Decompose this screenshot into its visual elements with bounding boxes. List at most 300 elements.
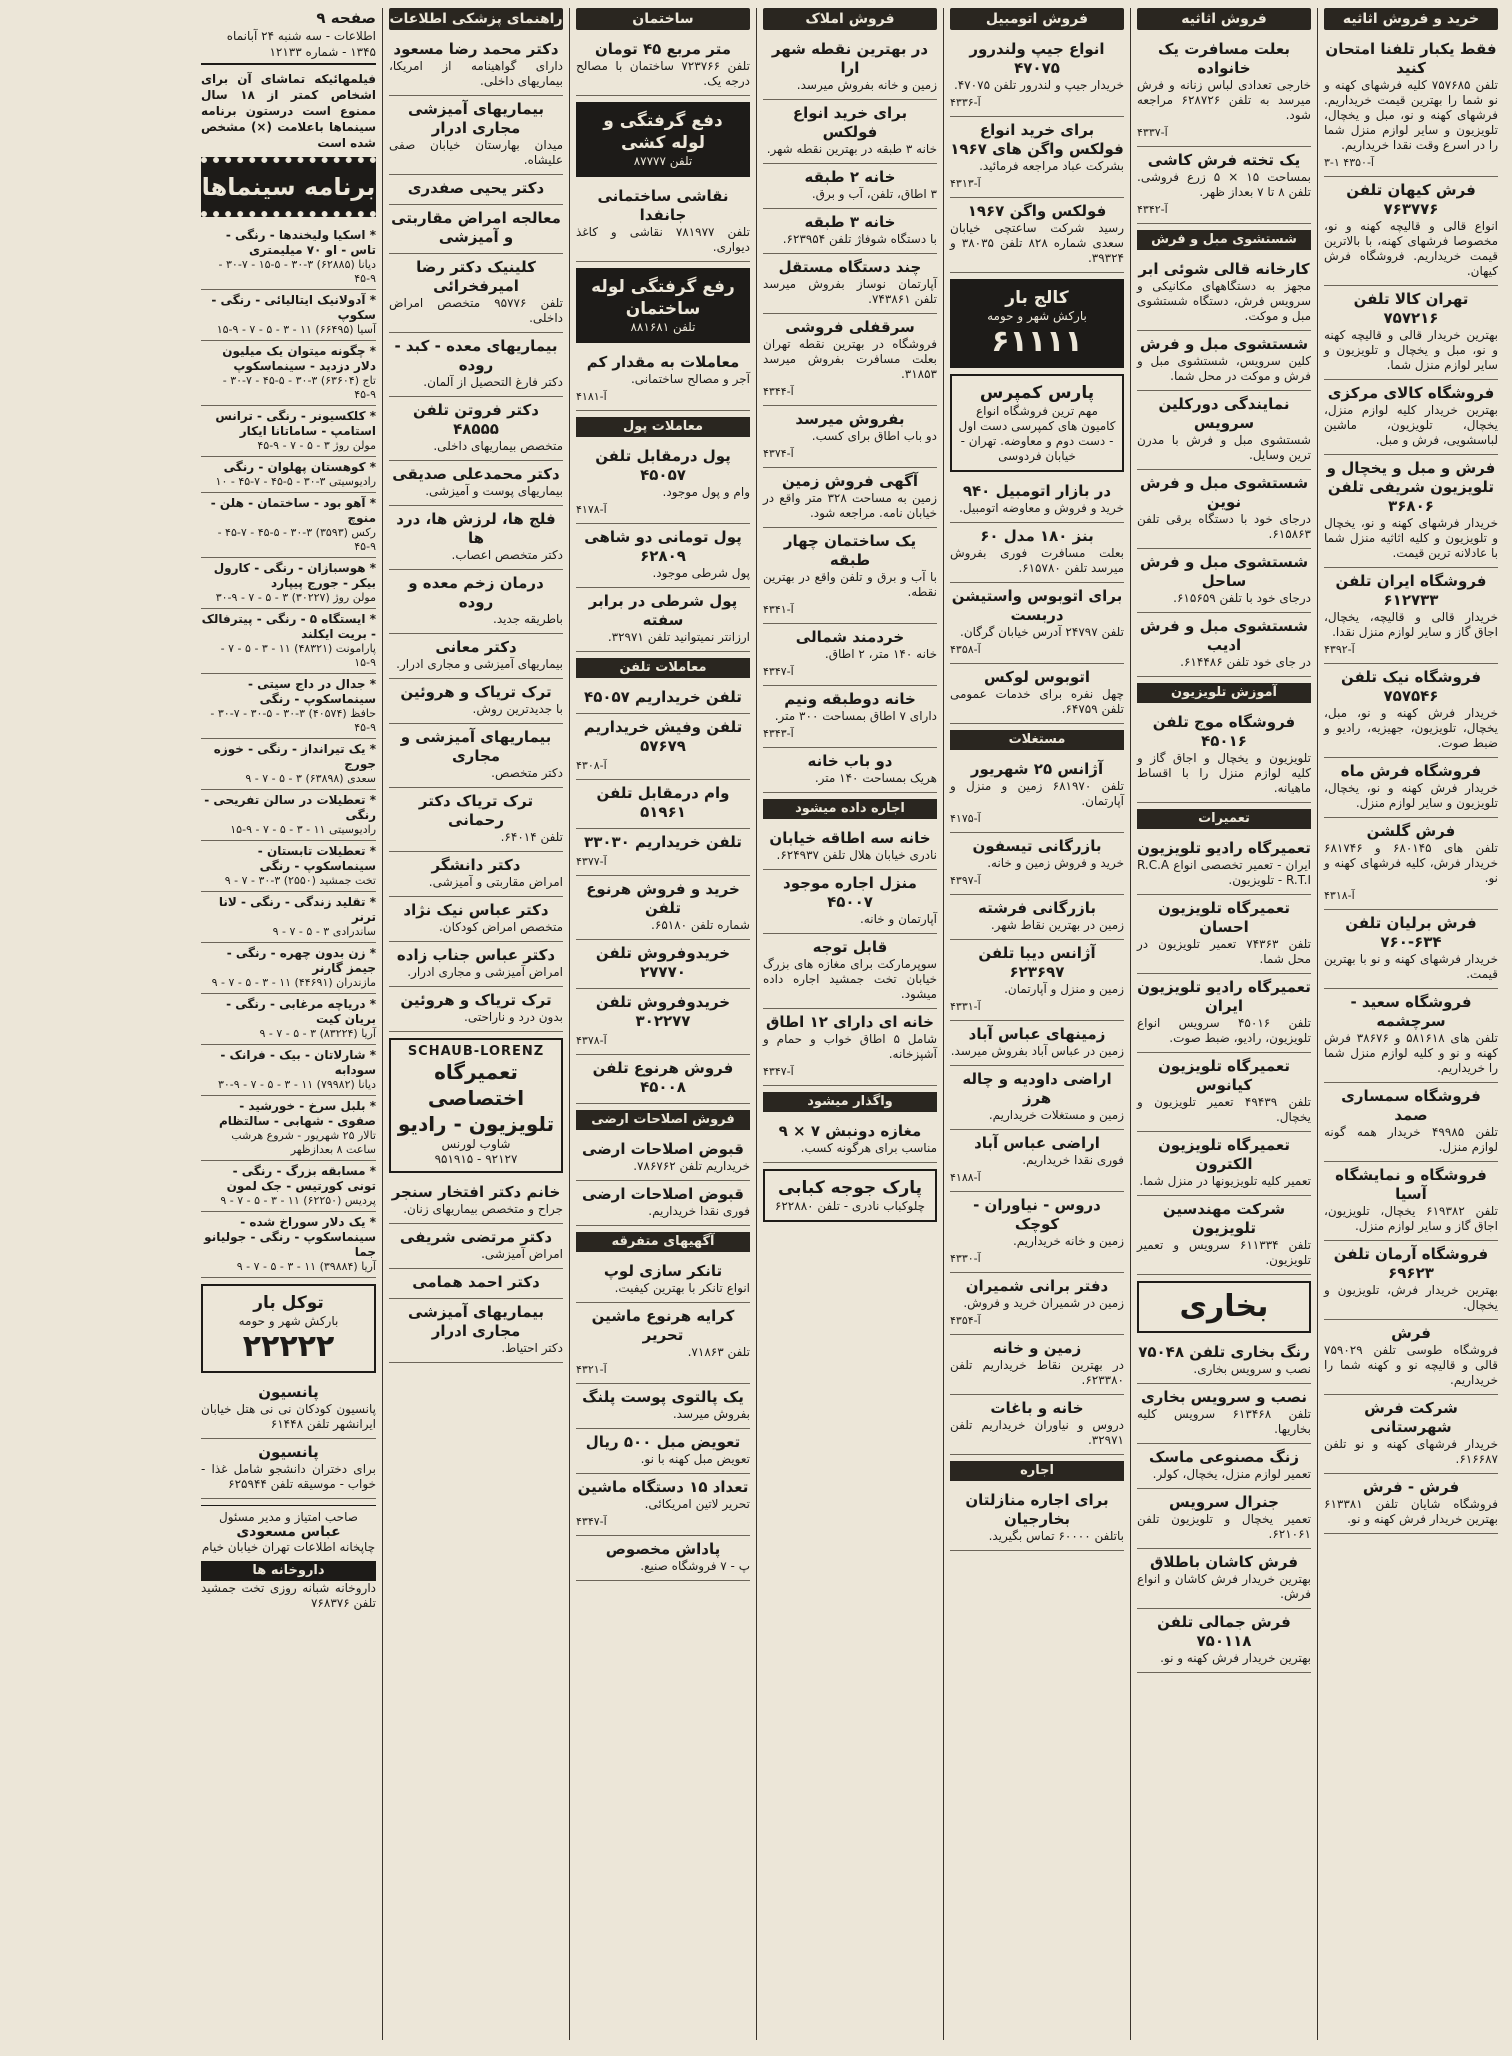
classified-ad[interactable] <box>389 987 563 1032</box>
classified-ad[interactable] <box>763 686 937 748</box>
classified-ad[interactable] <box>950 833 1124 895</box>
classified-ad[interactable] <box>389 461 563 506</box>
classified-ad[interactable] <box>576 183 750 262</box>
classified-ad[interactable] <box>389 1269 563 1299</box>
column-heading: فروش اتومبیل <box>950 8 1124 30</box>
ad-title: پانسیون <box>258 1443 319 1461</box>
classified-ad[interactable] <box>389 1179 563 1224</box>
classified-ad[interactable] <box>950 478 1124 523</box>
classified-ad[interactable] <box>1137 613 1311 677</box>
film-listing[interactable] <box>201 609 376 674</box>
film-listing[interactable] <box>201 790 376 841</box>
ad-title: دکتر یحیی صفدری <box>407 179 545 197</box>
film-title: * جدال در داج سیتی - سینماسکوپ - رنگی <box>248 677 376 706</box>
classified-ad[interactable] <box>576 1303 750 1384</box>
classified-ad[interactable] <box>389 1299 563 1363</box>
classified-ad[interactable] <box>389 1224 563 1269</box>
film-listing[interactable] <box>201 1045 376 1096</box>
ad-body: مناسب برای هرگونه کسب. <box>800 1141 937 1155</box>
ad-body: انواع قالی و قالیچه کهنه و نو، مخصوصا فرشهای کهنه، با بالاترین قیمت خریداریم. فروشگاه فرش کیهان. <box>1324 219 1498 278</box>
ad-body: تلویزیون و یخچال و اجاق گاز و کلیه لوازم منزل را با اقساط ماهیانه. <box>1137 751 1311 795</box>
ad-title: مغازه دونبش ۷ × ۹ <box>778 1122 922 1140</box>
classified-ad[interactable] <box>950 36 1124 117</box>
ad-title: آژانس دیبا تلفن ۶۲۳۶۹۷ <box>978 944 1096 981</box>
classified-ad[interactable] <box>389 397 563 461</box>
classified-ad[interactable] <box>950 756 1124 833</box>
classified-ad[interactable] <box>763 528 937 624</box>
ad-reference: آ-۴۳۰۸ <box>576 759 607 772</box>
classified-ad[interactable] <box>950 1487 1124 1551</box>
classified-ad[interactable] <box>763 254 937 314</box>
column-heading: ساختمان <box>576 8 750 30</box>
film-showtimes: ساندرادی ۳ - ۵ - ۷ - ۹ <box>272 925 376 938</box>
classified-ad[interactable] <box>389 96 563 175</box>
ad-body: نادری خیابان هلال تلفن ۶۲۴۹۳۷. <box>776 848 937 862</box>
ad-brand: توکل بار <box>253 1293 324 1313</box>
classified-ad[interactable] <box>576 1136 750 1181</box>
ad-body: فوری نقدا خریداریم. <box>648 1204 750 1218</box>
ad-title: فرش و مبل و یخچال و تلویزیون شریفی تلفن ۳۶۸۰۶ <box>1326 459 1496 515</box>
classified-column <box>1130 8 1317 2040</box>
boxed-advertisement[interactable] <box>576 102 750 177</box>
ad-title: متر مربع ۴۵ تومان <box>595 40 731 58</box>
ad-body: تلفن ۷۱۸۶۳. <box>687 1345 750 1359</box>
film-listing[interactable] <box>201 841 376 892</box>
ad-phone: ۹۲۱۲۷ - ۹۵۱۹۱۵ <box>434 1152 518 1166</box>
ad-title: تلفن خریداریم ۴۵۰۵۷ <box>584 688 742 706</box>
ad-body: در بهترین نقاط خریداریم تلفن ۶۲۳۳۸۰. <box>950 1358 1124 1387</box>
classified-ad[interactable] <box>1324 989 1498 1083</box>
ad-body: وام و پول موجود. <box>662 485 750 499</box>
ad-body: تلفن ۷۵۷۶۸۵ کلیه فرشهای کهنه و نو شما را بهترین قیمت خریداریم. فرشهای کهنه و نو، مبل و یخچال، تلویزیون و سایر لوازم منزل شما را در اسرع وقت نقدا خریداریم. <box>1324 78 1498 152</box>
ad-reference: آ-۴۳۴۳ <box>763 727 794 740</box>
film-listing[interactable] <box>201 1161 376 1212</box>
classified-column <box>569 8 756 2040</box>
ad-title: فروش هرنوع تلفن ۴۵۰۰۸ <box>592 1059 734 1096</box>
ad-body: ارزانتر نمیتوانید تلفن ۳۲۹۷۱. <box>607 630 750 644</box>
classified-ad[interactable] <box>576 714 750 780</box>
classified-ad[interactable] <box>1324 1162 1498 1241</box>
film-title: * هوسبازان - رنگی - کارول بیکر - جورج پیپارد <box>213 561 376 590</box>
film-title: * تعطیلات در سالن تفریحی - رنگی <box>204 793 376 822</box>
ad-body: میدان بهارستان خیابان صفی علیشاه. <box>389 138 563 167</box>
page-number: صفحه ۹ <box>316 9 376 27</box>
ad-title: فرش جمالی تلفن ۷۵۰۱۱۸ <box>1157 1613 1291 1650</box>
ad-title: فرش برلیان تلفن ۶۳۴-۷۶۰ <box>1345 914 1477 951</box>
ad-reference: آ-۴۱۷۵ <box>950 812 981 825</box>
ad-title: اتوبوس لوکس <box>983 668 1091 686</box>
ad-body: خرید و فروش زمین و خانه. <box>987 856 1124 870</box>
ad-body: سوپرمارکت برای مغازه های بزرگ خیابان تخت جمشید اجاره داده میشود. <box>763 957 937 1001</box>
ad-body: بیماریهای آمیزشی و مجاری ادرار. <box>396 657 563 671</box>
ad-body: خریدار جیپ و لندرور تلفن ۴۷۰۷۵. <box>953 78 1124 92</box>
classified-ad[interactable] <box>1324 664 1498 758</box>
ad-title: کلینیک دکتر رضا امیرفخرائی <box>416 258 536 295</box>
classified-ad[interactable] <box>576 829 750 876</box>
film-title: * چگونه میتوان یک میلیون دلار دزدید - سینماسکوپ <box>222 344 376 373</box>
film-showtimes: دیانا (۷۹۹۸۲) ۱۱ - ۳ - ۵ - ۷ - ۹-۳۰ <box>217 1078 376 1091</box>
classified-ad[interactable] <box>576 443 750 524</box>
classified-ad[interactable] <box>1137 1339 1311 1384</box>
ad-body: بهترین خریدار کلیه لوازم منزل، یخچال، تلویزیون، ماشین لباسشویی، فرش و مبل. <box>1324 403 1498 447</box>
ad-body: تلفن ۹۵۷۷۶ متخصص امراض داخلی. <box>389 296 563 325</box>
classified-ad[interactable] <box>389 788 563 852</box>
classified-ad[interactable] <box>389 942 563 987</box>
classified-ad[interactable] <box>576 989 750 1055</box>
ad-body: تلفن ۶۱۱۳۳۴ سرویس و تعمیر تلویزیون. <box>1137 1238 1311 1267</box>
classified-ad[interactable] <box>950 1192 1124 1273</box>
classified-ad[interactable] <box>389 634 563 679</box>
dateline: اطلاعات - سه شنبه ۲۴ آبانماه ۱۳۴۵ - شماره ۱۲۱۳۳ <box>201 28 376 65</box>
classified-ad[interactable] <box>950 1395 1124 1455</box>
classified-ad[interactable] <box>1137 147 1311 224</box>
ad-title: شستشوی مبل و فرش ادیب <box>1139 617 1309 654</box>
printer-line: چاپخانه اطلاعات تهران خیابان خیام <box>201 1540 376 1554</box>
classified-ad[interactable] <box>389 175 563 205</box>
classified-ad[interactable] <box>576 876 750 940</box>
classified-ad[interactable] <box>1137 1053 1311 1132</box>
film-listing[interactable] <box>201 493 376 558</box>
film-listing[interactable] <box>201 892 376 943</box>
classified-ad[interactable] <box>1137 1489 1311 1549</box>
ad-reference: آ-۴۳۴۷ <box>576 1515 607 1528</box>
classified-ad[interactable] <box>950 1066 1124 1130</box>
ad-description: تلفن ۸۷۷۷۷ <box>633 154 693 168</box>
ad-body: بعلت مسافرت فوری بفروش میرسد تلفن ۶۱۵۷۸۰. <box>950 546 1124 575</box>
classified-ad[interactable] <box>1324 1241 1498 1320</box>
ad-body: تلفن ۲۴۷۹۷ آدرس خیابان گرگان. <box>960 625 1124 639</box>
classified-column <box>943 8 1130 2040</box>
ad-body: هریک بمساحت ۱۴۰ متر. <box>814 771 937 785</box>
film-listing[interactable] <box>201 943 376 994</box>
classified-ad[interactable] <box>576 780 750 829</box>
classified-ad[interactable] <box>1137 549 1311 613</box>
classified-ad[interactable] <box>1137 1609 1311 1673</box>
classified-ad[interactable] <box>1137 391 1311 470</box>
ad-title: برای اجاره منازلتان بخارجیان <box>965 1491 1109 1528</box>
ad-body: خانه ۱۴۰ متر، ۲ اطاق. <box>824 647 937 661</box>
film-listing[interactable] <box>201 994 376 1045</box>
film-listing[interactable] <box>201 1096 376 1161</box>
ad-reference: آ-۴۳۹۲ <box>1324 643 1355 656</box>
ad-brand: رفع گرفتگی لوله ساختمان <box>591 277 735 319</box>
classified-ad[interactable] <box>1137 1549 1311 1609</box>
ad-body: بشرکت عباد مراجعه فرمائید. <box>979 159 1124 173</box>
classified-ad[interactable] <box>950 117 1124 198</box>
film-title: * یک دلار سوراخ شده - سینماسکوپ - رنگی - جولیانو جما <box>204 1215 376 1259</box>
ad-body: درجای خود با دستگاه برقی تلفن ۶۱۵۸۶۳. <box>1137 512 1311 541</box>
ad-title: خانه ۲ طبقه <box>804 168 896 186</box>
film-listing[interactable] <box>201 739 376 790</box>
classified-ad[interactable] <box>1324 818 1498 910</box>
film-listing[interactable] <box>201 341 376 406</box>
classified-ad[interactable] <box>1324 286 1498 380</box>
ad-body: باطریقه جدید. <box>493 612 563 626</box>
classified-ad[interactable] <box>1324 1395 1498 1474</box>
ad-title: کرایه هرنوع ماشین تحریر <box>591 1307 735 1344</box>
classified-ad[interactable] <box>1137 1384 1311 1444</box>
classified-ad[interactable] <box>950 583 1124 664</box>
classified-ad[interactable] <box>389 36 563 96</box>
ad-body: امراض مقاربتی و آمیزشی. <box>428 875 563 889</box>
ad-description: مهم ترین فروشگاه انواع کامیون های کمپرسی دست اول - دست دوم و معاوضه. تهران - خیابان فردوسی <box>958 404 1116 463</box>
classified-ad[interactable] <box>950 198 1124 273</box>
ad-headline: تعمیرگاه اختصاصی تلویزیون - رادیو <box>397 1060 555 1136</box>
ad-title: جنرال سرویس <box>1169 1493 1279 1511</box>
ad-body: دارای ۷ اطاق بمساحت ۳۰۰ متر. <box>774 709 937 723</box>
ad-title: خانه و باغات <box>990 1399 1084 1417</box>
classified-ad[interactable] <box>950 1273 1124 1335</box>
ad-body: تعویض مبل کهنه با نو. <box>640 1452 750 1466</box>
section-heading: شستشوی مبل و فرش <box>1137 230 1311 250</box>
ad-reference: آ-۴۱۸۸ <box>950 1171 981 1184</box>
ad-body: با جدیدترین روش. <box>472 702 563 716</box>
film-title: * تقلید زندگی - رنگی - لانا ترنر <box>218 895 376 924</box>
film-showtimes: رادیوسیتی ۱۱ - ۳ - ۵ - ۷ - ۹-۱۵ <box>230 823 376 836</box>
ad-body: متخصص امراض کودکان. <box>438 920 563 934</box>
classified-ad[interactable] <box>950 895 1124 940</box>
classified-ad[interactable] <box>576 1536 750 1581</box>
ad-reference: آ-۴۳۳۱ <box>950 1000 981 1013</box>
ad-title: تعمیرگاه تلویزیون احسان <box>1157 899 1290 936</box>
section-heading: اجاره <box>950 1461 1124 1481</box>
classified-ad[interactable] <box>1137 1444 1311 1489</box>
classified-ad[interactable] <box>576 684 750 714</box>
classified-ad[interactable] <box>576 1055 750 1104</box>
classified-ad[interactable] <box>576 588 750 652</box>
classified-ad[interactable] <box>1324 568 1498 664</box>
film-title: * اسکیا ولیخندها - رنگی - تاس - او ۷۰ میلیمتری <box>225 228 376 257</box>
newspaper-page <box>8 8 1504 2040</box>
classified-ad[interactable] <box>763 406 937 468</box>
classified-ad[interactable] <box>576 524 750 588</box>
classified-ad[interactable] <box>389 506 563 570</box>
classified-ad[interactable] <box>950 1335 1124 1395</box>
ad-body: خرید و فروش و معاوضه اتومبیل. <box>959 501 1124 515</box>
film-title: * زن بدون چهره - رنگی - جیمز گارنر <box>226 946 376 975</box>
classified-ad[interactable] <box>763 209 937 254</box>
classified-ad[interactable] <box>763 1118 937 1163</box>
classified-ad[interactable] <box>763 934 937 1009</box>
ad-reference: آ-۴۳۳۷ <box>1137 126 1168 139</box>
classified-ad[interactable] <box>389 679 563 724</box>
ad-reference: آ-۴۱۸۱ <box>576 390 607 403</box>
classified-ad[interactable] <box>1324 1474 1498 1534</box>
classified-ad[interactable] <box>1137 470 1311 549</box>
ad-title: فرش <box>1391 1324 1431 1342</box>
pension-ad[interactable] <box>201 1379 376 1439</box>
classified-ad[interactable] <box>389 852 563 897</box>
ad-body: درجای خود با تلفن ۶۱۵۶۵۹. <box>1173 591 1311 605</box>
film-listing[interactable] <box>201 290 376 341</box>
film-listing[interactable] <box>201 674 376 739</box>
film-title: * کوهستان پهلوان - رنگی <box>223 460 376 474</box>
film-showtimes: پردیس (۶۲۲۵۰) ۱۱ - ۳ - ۵ - ۷ - ۹ <box>220 1194 376 1207</box>
classified-ad[interactable] <box>950 1021 1124 1066</box>
ad-body: خریداریم تلفن ۷۸۶۷۶۲. <box>633 1159 750 1173</box>
ad-title: تهران کالا تلفن ۷۵۷۲۱۶ <box>1353 290 1469 327</box>
film-showtimes: تالار ۲۵ شهریور - شروع هرشب ساعت ۸ بعدازظهر <box>231 1129 376 1156</box>
ad-reference: آ-۴۳۷۸ <box>576 1034 607 1047</box>
ad-body: تلفن ۷۴۳۶۳ تعمیر تلویزیون در محل شما. <box>1137 937 1311 966</box>
classified-ad[interactable] <box>576 36 750 96</box>
classified-ad[interactable] <box>1324 177 1498 286</box>
film-showtimes: مولن روژ (۳۰۲۲۷) ۳ - ۵ - ۷ - ۹-۳۰ <box>215 591 376 604</box>
ad-reference: آ-۴۳۴۷ <box>763 1065 794 1078</box>
classified-ad[interactable] <box>1137 895 1311 974</box>
classified-ad[interactable] <box>389 205 563 254</box>
classified-ad[interactable] <box>1137 974 1311 1053</box>
classified-ad[interactable] <box>950 1130 1124 1192</box>
classified-ad[interactable] <box>1137 36 1311 147</box>
ad-brand: کالج بار <box>1005 288 1069 308</box>
ad-title: برای اتوبوس واستیشن دربست <box>951 587 1123 624</box>
tavakol-bar-ad[interactable] <box>201 1284 376 1373</box>
classified-ad[interactable] <box>763 36 937 100</box>
ad-description: بارکش شهر و حومه <box>987 309 1087 323</box>
ad-body: زمین و خانه خریداریم. <box>1012 1234 1124 1248</box>
classified-ad[interactable] <box>389 333 563 397</box>
classified-ad[interactable] <box>763 314 937 406</box>
film-showtimes: مولن روژ ۳ - ۵ - ۷ - ۹-۴۵ <box>257 439 376 452</box>
ad-phone: ۲۲۲۲۲ <box>242 1329 335 1364</box>
ad-title: فروشگاه نیک تلفن ۷۵۷۵۴۶ <box>1340 668 1482 705</box>
classified-ad[interactable] <box>1324 1320 1498 1395</box>
classified-ad[interactable] <box>1137 1132 1311 1196</box>
ad-title: دروس - نیاوران - کوچک <box>973 1196 1101 1233</box>
ad-reference: آ-۴۳۴۴ <box>763 385 794 398</box>
classified-ad[interactable] <box>763 624 937 686</box>
classified-column <box>1317 8 1504 2040</box>
classified-ad[interactable] <box>389 254 563 333</box>
classified-ad[interactable] <box>1324 910 1498 989</box>
classified-ad[interactable] <box>576 940 750 989</box>
classified-ad[interactable] <box>389 724 563 788</box>
classified-ad[interactable] <box>950 523 1124 583</box>
classified-ad[interactable] <box>763 468 937 528</box>
classified-ad[interactable] <box>1137 1196 1311 1275</box>
ad-title: تعمیرگاه تلویزیون کیانوس <box>1157 1057 1290 1094</box>
editor-label: صاحب امتیاز و مدیر مسئول <box>219 1510 358 1524</box>
classified-ad[interactable] <box>763 870 937 934</box>
classified-ad[interactable] <box>1137 835 1311 895</box>
classified-ad[interactable] <box>576 349 750 411</box>
ad-title: بیماریهای آمیزشی مجاری ادرار <box>407 100 545 137</box>
ad-title: اراضی داودیه و چاله هرز <box>962 1070 1112 1107</box>
ad-phone: ۶۱۱۱۱ <box>991 324 1083 359</box>
film-title: * کلکسیونر - رنگی - ترانس استامپ - ساماتانا ایکار <box>215 409 376 438</box>
boxed-advertisement[interactable] <box>950 374 1124 472</box>
classified-ad[interactable] <box>1324 380 1498 455</box>
ad-reference: آ-۴۳۴۷ <box>763 665 794 678</box>
ad-title: پانسیون <box>258 1383 319 1401</box>
film-listing[interactable] <box>201 406 376 457</box>
ad-title: قبوض اصلاحات ارضی <box>582 1185 744 1203</box>
classified-ad[interactable] <box>1137 256 1311 331</box>
classified-ad[interactable] <box>576 1429 750 1474</box>
film-showtimes: تخت جمشید (۲۵۵۰) ۳-۳۰ - ۷ - ۹ <box>224 874 376 887</box>
column-heading: خرید و فروش اثاثیه <box>1324 8 1498 30</box>
classified-ad[interactable] <box>763 825 937 870</box>
classified-ad[interactable] <box>1324 1083 1498 1162</box>
ad-body: تعمیر لوازم منزل، یخچال، کولر. <box>1152 1467 1311 1481</box>
classified-ad[interactable] <box>763 1009 937 1086</box>
boxed-advertisement[interactable] <box>763 1169 937 1222</box>
classified-ad[interactable] <box>763 164 937 209</box>
ad-title: یک تخته فرش کاشی <box>1147 151 1301 169</box>
film-showtimes: رادیوسیتی ۳-۳۰ - ۵-۴۵ - ۷-۴۵ - ۱۰ <box>215 475 376 488</box>
ad-body: خریدار فرش کهنه و نو، یخچال، تلویزیون و سایر لوازم منزل. <box>1324 781 1498 810</box>
classified-ad[interactable] <box>950 940 1124 1021</box>
classified-ad[interactable] <box>763 748 937 793</box>
ad-reference: آ-۴۳۱۸ <box>1324 889 1355 902</box>
ad-body: زمین و مستغلات خریداریم. <box>988 1108 1124 1122</box>
film-showtimes: تاج (۶۳۶۰۴) ۳-۳۰ - ۵-۴۵ - ۷-۳۰ - ۹-۴۵ <box>222 374 376 401</box>
classified-ad[interactable] <box>1324 758 1498 818</box>
ad-title: فروشگاه ایران تلفن ۶۱۲۷۳۳ <box>1335 572 1487 609</box>
column-heading: فروش املاک <box>763 8 937 30</box>
film-listing[interactable] <box>201 558 376 609</box>
classified-ad[interactable] <box>1324 36 1498 177</box>
ad-title: زمینهای عباس آباد <box>968 1025 1106 1043</box>
ad-title: شرکت فرش شهرستانی <box>1364 1399 1458 1436</box>
classified-ad[interactable] <box>576 1384 750 1429</box>
classified-ad[interactable] <box>1137 331 1311 391</box>
ad-body: خارجی تعدادی لباس زنانه و فرش میرسد به تلفن ۶۲۸۷۲۶ مراجعه شود. <box>1137 78 1311 122</box>
classified-ad[interactable] <box>763 100 937 164</box>
schaub-lorenz-ad[interactable] <box>389 1038 563 1173</box>
pension-ad[interactable] <box>201 1439 376 1499</box>
section-heading: اجاره داده میشود <box>763 799 937 819</box>
ad-body: فروشگاه شایان تلفن ۶۱۳۳۸۱ بهترین خریدار فرش کهنه و نو. <box>1324 1497 1498 1526</box>
ad-title: دکتر محمد رضا مسعود <box>393 40 559 58</box>
classified-ad[interactable] <box>576 1474 750 1536</box>
classified-ad[interactable] <box>389 897 563 942</box>
classified-ad[interactable] <box>1324 455 1498 568</box>
classified-ad[interactable] <box>576 1181 750 1226</box>
film-listing[interactable] <box>201 225 376 290</box>
ad-title: فرش گلشن <box>1366 822 1456 840</box>
classified-ad[interactable] <box>950 664 1124 724</box>
ad-body: ایران - تعمیر تخصصی انواع R.C.A - R.T.I تلویزیون. <box>1137 858 1311 887</box>
film-showtimes: دیانا (۶۲۸۸۵) ۳-۳۰ - ۵-۱۵ - ۷-۳۰ - ۹-۴۵ <box>218 258 376 285</box>
ad-title: فروشگاه آرمان تلفن ۶۹۶۲۳ <box>1333 1245 1489 1282</box>
boxed-advertisement[interactable] <box>950 279 1124 368</box>
ad-reference: آ-۴۳۴۱ <box>763 603 794 616</box>
ad-body: متخصص بیماریهای داخلی. <box>433 439 563 453</box>
ad-title: دکتر مرتضی شریفی <box>399 1228 553 1246</box>
ad-body: دروس و نیاوران خریداریم تلفن ۳۲۹۷۱. <box>950 1418 1124 1447</box>
boxed-advertisement[interactable] <box>576 268 750 343</box>
film-listing[interactable] <box>201 1212 376 1278</box>
ad-title: فرش کیهان تلفن ۷۶۳۷۷۶ <box>1346 181 1476 218</box>
film-listing[interactable] <box>201 457 376 493</box>
classified-ad[interactable] <box>576 1258 750 1303</box>
ad-body: زمین به مساحت ۳۲۸ متر واقع در خیابان نامه. مراجعه شود. <box>763 491 937 520</box>
section-heading: واگذار میشود <box>763 1092 937 1112</box>
classified-ad[interactable] <box>389 570 563 634</box>
ad-title: دو باب خانه <box>807 752 893 770</box>
ad-body: جراح و متخصص بیماریهای زنان. <box>403 1202 563 1216</box>
ad-body: تلفن ۷۸۱۹۷۷ نقاشی و کاغذ دیواری. <box>576 225 750 254</box>
ad-title: شستشوی مبل و فرش نوین <box>1139 474 1309 511</box>
ad-body: بهترین خریدار فرش کهنه و نو. <box>1160 1651 1311 1665</box>
ad-body: بهترین خریدار قالی و قالیچه کهنه و نو، مبل و یخچال و تلویزیون و سایر لوازم منزل شما. <box>1324 328 1498 372</box>
classified-ad[interactable] <box>1137 709 1311 803</box>
ad-title: یک ساختمان چهار طبقه <box>783 532 917 569</box>
ad-reference: آ-۴۳۳۰ <box>950 1252 981 1265</box>
ad-body: تلفن ۶۸۱۹۷۰ زمین و منزل و آپارتمان. <box>950 779 1124 808</box>
